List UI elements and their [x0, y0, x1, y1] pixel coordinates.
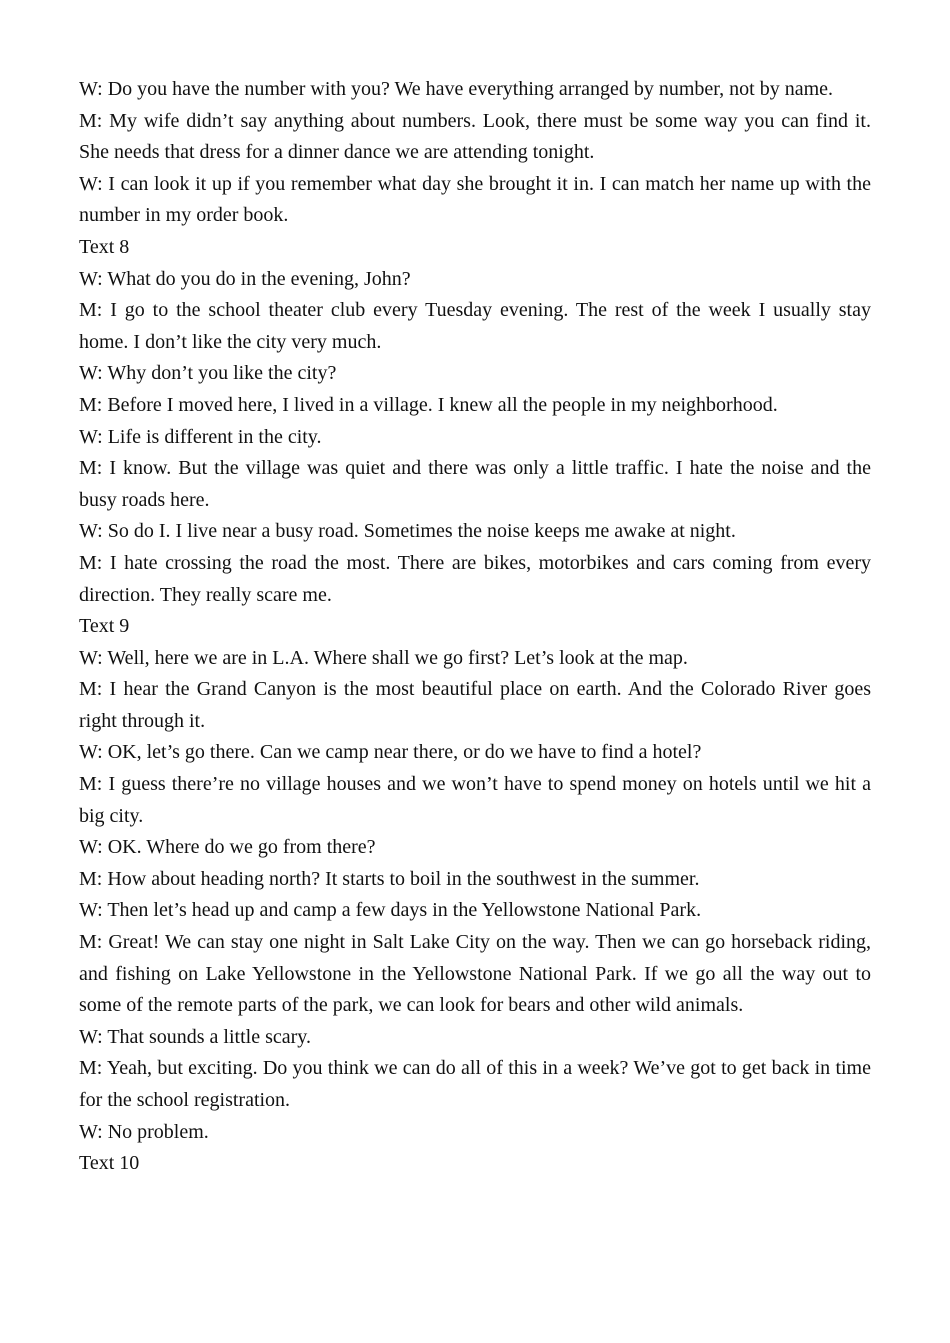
dialogue-line: W: So do I. I live near a busy road. Sometimes the noise keeps me awake at night. — [79, 520, 736, 543]
dialogue-line: W: OK, let’s go there. Can we camp near there, or do we have to find a hotel? — [79, 741, 702, 764]
dialogue-line: W: That sounds a little scary. — [79, 1025, 311, 1048]
dialogue-line: W: No problem. — [79, 1120, 209, 1143]
dialogue-line: W: Life is different in the city. — [79, 425, 322, 448]
dialogue-line: W: Why don’t you like the city? — [79, 362, 337, 385]
dialogue-line: M: My wife didn’t say anything about numbers. Look, there must be some way you can find it. She needs that dress for a dinner dance we are attending tonight. — [79, 109, 871, 164]
dialogue-line: M: I hate crossing the road the most. There are bikes, motorbikes and cars coming from every direction. They really scare me. — [79, 551, 871, 606]
dialogue-line: M: Yeah, but exciting. Do you think we can do all of this in a week? We’ve got to get back in time for the school registration. — [79, 1057, 871, 1111]
dialogue-line: M: I hear the Grand Canyon is the most beautiful place on earth. And the Colorado River goes right through it. — [79, 678, 871, 732]
dialogue-line: M: I know. But the village was quiet and there was only a little traffic. I hate the noise and the busy roads here. — [79, 457, 871, 511]
dialogue-line: W: Do you have the number with you? We have everything arranged by number, not by name. — [79, 78, 834, 100]
document-page — [79, 74, 871, 1180]
dialogue-line: W: What do you do in the evening, John? — [79, 267, 411, 290]
dialogue-line: W: Then let’s head up and camp a few days in the Yellowstone National Park. — [79, 899, 702, 922]
section-heading-text-10: Text 10 — [79, 1152, 140, 1175]
dialogue-line: W: Well, here we are in L.A. Where shall we go first? Let’s look at the map. — [79, 646, 688, 669]
dialogue-line: W: I can look it up if you remember what day she brought it in. I can match her name up with the number in my order book. — [79, 172, 871, 227]
dialogue-line: M: I go to the school theater club every Tuesday evening. The rest of the week I usually stay home. I don’t like the city very much. — [79, 299, 871, 353]
dialogue-line: M: How about heading north? It starts to boil in the southwest in the summer. — [79, 867, 700, 890]
dialogue-line: M: I guess there’re no village houses and we won’t have to spend money on hotels until we hit a big city. — [79, 773, 871, 827]
dialogue-line: W: OK. Where do we go from there? — [79, 836, 376, 859]
section-heading-text-8: Text 8 — [79, 235, 130, 258]
section-heading-text-9: Text 9 — [79, 615, 130, 638]
dialogue-line: M: Great! We can stay one night in Salt Lake City on the way. Then we can go horseback riding, and fishing on Lake Yellowstone in the Yellowstone National Park. If we go all the way out to some of the remote parts of the park, we can look for bears and other wild animals. — [79, 931, 871, 1017]
dialogue-line: M: Before I moved here, I lived in a village. I knew all the people in my neighborhood. — [79, 393, 778, 416]
